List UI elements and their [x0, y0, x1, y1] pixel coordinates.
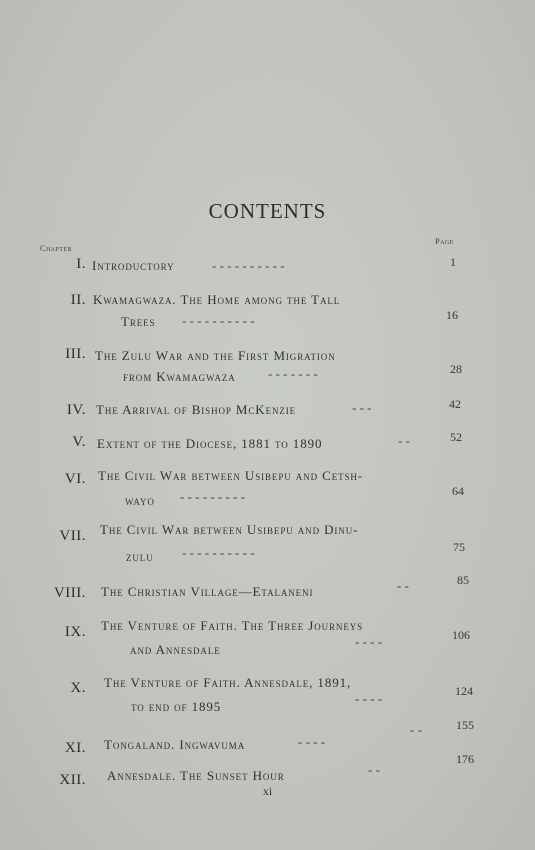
chapter-title-continued: Trees [121, 314, 156, 329]
chapter-title: The Christian Village—Etalaneni [101, 584, 314, 599]
dot-leader: - - - - - - - - - - [182, 313, 255, 328]
page-folio: xi [262, 784, 273, 798]
dot-leader: - - [410, 722, 422, 737]
page-number: 16 [446, 308, 458, 322]
chapter-number: VII. [59, 528, 86, 544]
dot-leader: - - - - [298, 734, 326, 749]
page-number: 176 [456, 752, 474, 766]
chapter-title-continued: to end of 1895 [131, 699, 222, 714]
dot-leader: - - [397, 578, 409, 593]
chapter-title: Annesdale. The Sunset Hour [107, 768, 285, 783]
chapter-number: IV. [66, 402, 86, 418]
chapter-title-continued: and Annesdale [130, 642, 221, 657]
chapter-title: The Venture of Faith. The Three Journeys [101, 618, 364, 633]
chapter-title: Kwamagwaza. The Home among the Tall [93, 292, 341, 307]
page-number: 1 [450, 255, 456, 269]
page-number: 106 [452, 628, 470, 642]
chapter-number: XI. [64, 740, 86, 756]
chapter-title: The Civil War between Usibepu and Dinu- [100, 522, 359, 537]
chapter-number: III. [65, 346, 86, 362]
chapter-number: II. [70, 292, 86, 308]
chapter-title: The Zulu War and the First Migration [95, 348, 336, 363]
dot-leader: - - - - - - - - - - [212, 258, 285, 273]
dot-leader: - - - - [355, 634, 383, 649]
chapter-number: I. [76, 256, 86, 272]
chapter-title-continued: wayo [125, 493, 155, 508]
page-number: 124 [455, 684, 473, 698]
chapter-title: Extent of the Diocese, 1881 to 1890 [97, 436, 323, 451]
dot-leader: - - - [352, 400, 372, 415]
page-number: 28 [450, 362, 462, 376]
chapter-number: XII. [59, 772, 86, 788]
page-number: 52 [450, 430, 462, 444]
page-number: 85 [457, 573, 469, 587]
dot-leader: - - - - - - - [268, 366, 318, 381]
dot-leader: - - - - - - - - - [180, 489, 245, 504]
chapter-number: VI. [64, 471, 86, 487]
dot-leader: - - [368, 762, 380, 777]
page-column-header: Page [435, 236, 454, 246]
chapter-column-header: Chapter [40, 243, 72, 253]
chapter-title: The Civil War between Usibepu and Cetsh- [98, 468, 364, 483]
page-number: 42 [449, 397, 461, 411]
dot-leader: - - [398, 433, 410, 448]
chapter-title-continued: from Kwamagwaza [123, 369, 236, 384]
chapter-title: Tongaland. Ingwavuma [104, 737, 246, 752]
chapter-number: VIII. [53, 585, 86, 601]
chapter-number: IX. [64, 624, 86, 640]
dot-leader: - - - - - - - - - - [182, 545, 255, 560]
page-number: 75 [453, 540, 465, 554]
chapter-title: The Venture of Faith. Annesdale, 1891, [104, 675, 352, 690]
page-title: CONTENTS [208, 199, 327, 223]
chapter-number: X. [70, 680, 86, 696]
page-number: 64 [452, 484, 464, 498]
chapter-number: V. [72, 434, 86, 450]
page-number: 155 [456, 718, 474, 732]
dot-leader: - - - - [355, 691, 383, 706]
chapter-title: Introductory [92, 258, 175, 273]
chapter-title-continued: zulu [126, 549, 154, 564]
chapter-title: The Arrival of Bishop McKenzie [96, 402, 297, 417]
